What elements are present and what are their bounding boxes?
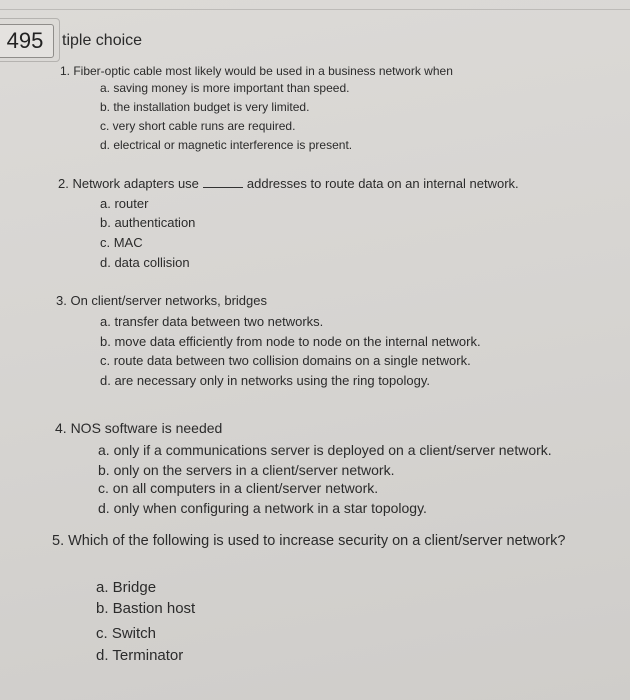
q1-option-a: a. saving money is more important than speed. [100,81,350,95]
q2-text-after: addresses to route data on an internal network. [246,176,519,191]
q2-option-d: d. data collision [100,255,190,270]
q4-option-c: c. on all computers in a client/server network. [98,480,379,496]
q4-option-d: d. only when configuring a network in a star topology. [98,500,427,516]
q3-option-a: a. transfer data between two networks. [100,314,324,329]
q5-option-b: b. Bastion host [96,600,196,617]
question-3: 3. On client/server networks, bridges [56,293,267,308]
q2-option-b: b. authentication [100,215,196,230]
q1-option-d: d. electrical or magnetic interference is present. [100,138,353,152]
q5-option-c: c. Switch [96,625,157,642]
section-title: tiple choice [62,32,143,49]
q3-option-d: d. are necessary only in networks using the ring topology. [100,373,430,388]
q1-option-c: c. very short cable runs are required. [100,119,296,133]
question-1: 1. Fiber-optic cable most likely would be used in a business network when [60,64,453,78]
answer-blank [203,187,243,188]
page-edge [0,9,630,10]
q2-option-a: a. router [100,196,149,211]
q2-text-before: 2. Network adapters use [58,176,199,191]
q5-option-a: a. Bridge [96,579,157,596]
q2-option-c: c. MAC [100,235,143,250]
question-2 [58,176,519,191]
q3-option-c: c. route data between two collision domains on a single network. [100,353,471,368]
question-4: 4. NOS software is needed [55,420,223,436]
question-count-badge: 495 [0,24,54,58]
q4-option-a: a. only if a communications server is deployed on a client/server network. [98,442,552,458]
q5-option-d: d. Terminator [96,647,184,664]
q4-option-b: b. only on the servers in a client/server network. [98,462,395,478]
q1-option-b: b. the installation budget is very limited. [100,100,310,114]
question-5: 5. Which of the following is used to increase security on a client/server network? [52,533,566,549]
q3-option-b: b. move data efficiently from node to node on the internal network. [100,334,481,349]
